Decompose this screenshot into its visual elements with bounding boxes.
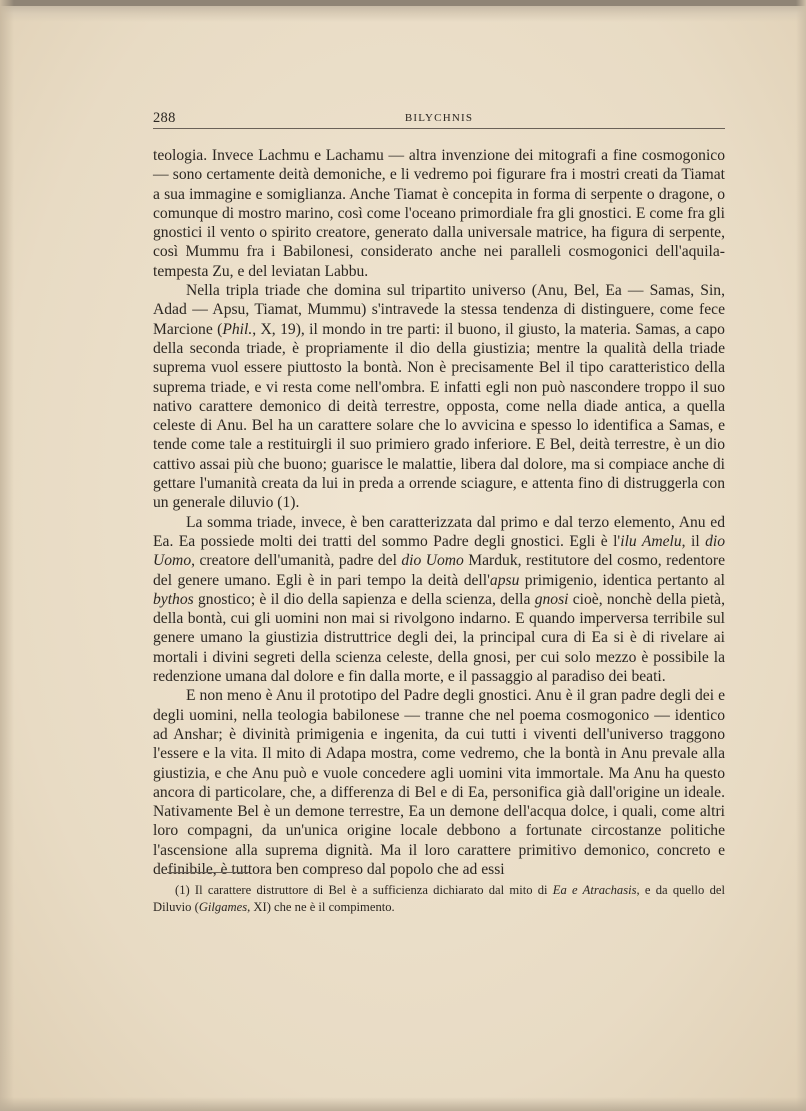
body-text — [153, 146, 725, 879]
paragraph-4: E non meno è Anu il prototipo del Padre degli gnostici. Anu è il gran padre degli dei e degli uomini, nella teologia babilonese — tranne che nel poema cosmogonico — identico ad Anshar; è divinità primigenia e ingenita, da cui tutti i viventi dell'universo traggono l'essere e la vita. Il mito di Adapa mostra, come vedremo, che la bontà in Anu prevale alla giustizia, e che Anu può e vuole concedere agli uomini vita immortale. Ma Anu ha questo ancora di particolare, che, a differenza di Bel e di Ea, personifica già dall'origine un ideale. Nativamente Bel è un demone terrestre, Ea un demone dell'acqua dolce, i quali, come altri loro compagni, da un'unica origine locale debbono a fortunate circostanze politiche l'ascensione alla suprema dignità. Ma il loro carattere primitivo demonico, concreto e definibile, è tuttora ben compreso dal popolo che ad essi — [153, 687, 725, 878]
running-head: BILYCHNIS — [404, 112, 474, 124]
page-left-edge — [0, 0, 14, 1111]
footnote-rule — [167, 872, 249, 873]
page-number: 288 — [153, 110, 176, 126]
footnote — [153, 882, 725, 915]
page-bottom-edge — [0, 1097, 806, 1111]
page-right-edge — [796, 0, 806, 1111]
paragraph-1: teologia. Invece Lachmu e Lachamu — altra invenzione dei mitografi a fine cosmogonico — sono certamente deità demoniche, e li vedremo poi figurare fra i mostri creati da Tiamat a sua immagine e somiglianza. Anche Tiamat è concepita in forma di serpente o dragone, o comunque di mostro marino, così come l'oceano primordiale fra gli gnostici. E come fra gli gnostici il vento o spirito creatore, generato dalla universale matrice, ha figura di serpente, così Mummu fra i Babilonesi, considerato anche nei paralleli cosmogonici dell'aquila-tempesta Zu, e del leviatan Labbu. — [153, 147, 725, 280]
header-rule — [153, 128, 725, 129]
page-top-edge — [0, 0, 806, 6]
paragraph-3: La somma triade, invece, è ben caratterizzata dal primo e dal terzo elemento, Anu ed Ea. Ea possiede molti dei tratti del sommo Padre degli gnostici. Egli è l'ilu Amelu, il dio Uomo, creatore dell'umanità, padre del dio Uomo Marduk, restitutore del cosmo, redentore del genere umano. Egli è in pari tempo la deità dell'apsu primigenio, identica pertanto al bythos gnostico; è il dio della sapienza e della scienza, della gnosi cioè, nonchè della pietà, della bontà, cui gli uomini non mai si rivolgono indarno. E quando imperversa terribile sul genere umano la giustizia distruttrice degli dei, la principal cura di Ea si è di rivelare ai mortali i divini segreti della scienza celeste, della gnosi, per cui solo mezzo è possibile la redenzione umana dal dolore e fin dalla morte, e il passaggio al paradiso dei beati. — [153, 513, 726, 686]
paragraph-2: Nella tripla triade che domina sul tripartito universo (Anu, Bel, Ea — Samas, Sin, Adad — Apsu, Tiamat, Mummu) s'intravede la stessa tendenza di distinguere, come fece Marcione (Phil., X, 19), il mondo in tre parti: il buono, il giusto, la materia. Samas, a capo della seconda triade, è propriamente il dio della giustizia; mentre la qualità della triade suprema vuol essere piuttosto la bontà. Non è precisamente Bel il tipo caratteristico della suprema triade, e vi resta come nell'ombra. E infatti egli non può nascondere troppo il suo nativo carattere demonico di deità terrestre, opposta, come nella diade antica, a quella celeste di Anu. Bel ha un carattere solare che lo avvicina e spesso lo identifica a Samas, e tende come tale a restituirgli il suo primiero grado inferiore. E Bel, deità terrestre, è un dio cattivo assai più che buono; guarisce le malattie, libera dal dolore, ma si compiace anche di gettare l'umanità creata da lui in preda a orrende sciagure, e attenta fino di distruggerla con un generale diluvio (1). — [153, 282, 725, 512]
footnote-text: (1) Il carattere distruttore di Bel è a sufficienza dichiarato dal mito di Ea e Atrachasis, e da quello del Diluvio (Gilgames, XI) che ne è il compimento. — [153, 883, 725, 914]
page-header — [153, 110, 725, 130]
